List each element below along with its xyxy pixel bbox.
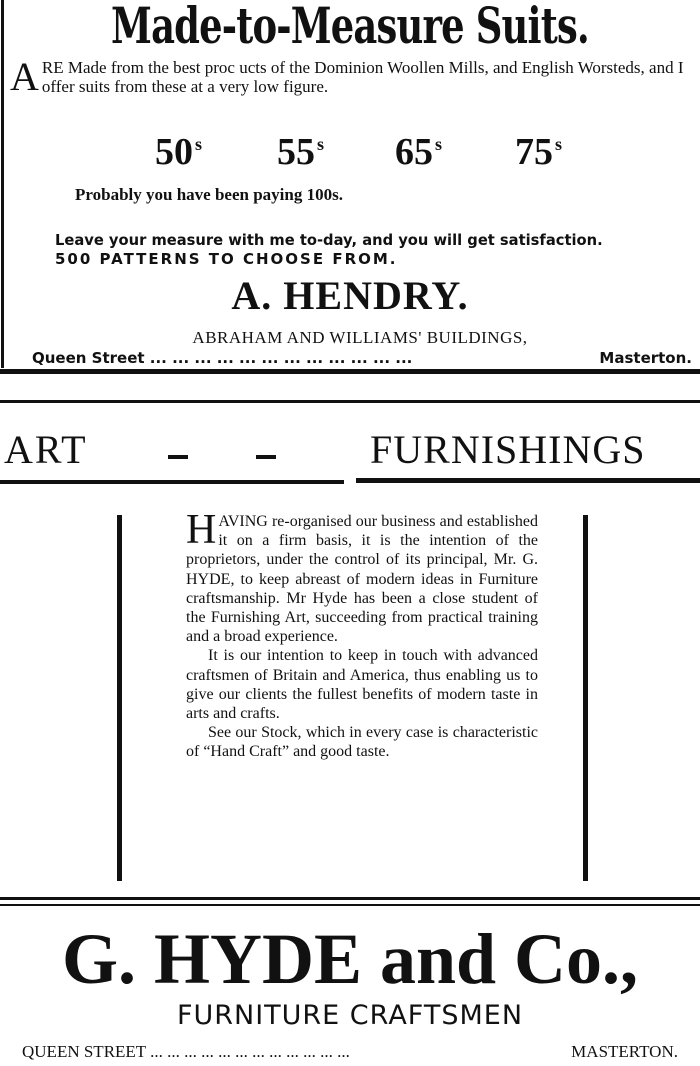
heading-furnishings: FURNISHINGS: [370, 427, 646, 472]
body-paragraph: See our Stock, which in every case is characteristic of “Hand Craft” and good taste.: [186, 724, 538, 761]
body-paragraph: It is our intention to keep in touch with advanced craftsmen of Britain and America, thus enabling us to give our clients the fullest benefits of modern taste in arts and crafts.: [186, 647, 538, 723]
company-name: G. HYDE and Co.,: [61, 919, 639, 999]
patterns-line: 500 PATTERNS TO CHOOSE FROM.: [55, 250, 398, 268]
paying-note: Probably you have been paying 100s.: [75, 185, 343, 204]
price-50: 50 $^s$: [155, 131, 203, 173]
body-paragraph: HAVING re-organised our business and established it on a firm basis, it is the intention of the proprietors, under the control of its principal, Mr. G. HYDE, to keep abreast of modern ideas in Furniture craftsmanship. Mr Hyde has been a close student of the Furnishing Art, succeeding from practical training and a broad experience.: [186, 507, 538, 646]
measure-line: Leave your measure with me to-day, and you will get satisfaction.: [55, 231, 603, 249]
section-divider: [0, 400, 700, 403]
heading-underline-right: [356, 478, 700, 483]
merchant-name: A. HENDRY.: [231, 273, 469, 318]
intro-drop-cap: A: [10, 54, 39, 99]
price-65: 65 $^s$: [395, 131, 443, 173]
building-line: ABRAHAM AND WILLIAMS' BUILDINGS,: [192, 328, 528, 347]
suits-title: Made-to-Measure Suits.: [111, 0, 589, 55]
body-right-border: [583, 515, 588, 881]
heading-art: ART: [4, 427, 88, 472]
intro-paragraph: [10, 54, 698, 99]
street-line: Queen Street ... ... ... ... ... ... ... ... ... ... ... ...: [32, 349, 413, 367]
company-tagline: FURNITURE CRAFTSMEN: [176, 1000, 524, 1031]
footer-town: MASTERTON.: [571, 1042, 678, 1061]
body-left-border: [117, 515, 122, 881]
intro-text: RE Made from the best proc ucts of the Dominion Woollen Mills, and English Worsteds, and I offer suits from these at a very low figure.: [41, 58, 684, 96]
footer-top-rule: [0, 897, 700, 900]
price-75: 75 $^s$: [515, 131, 563, 173]
heading-dash: [256, 455, 276, 459]
heading-underline-left: [0, 480, 344, 484]
footer-top-rule-2: [0, 904, 700, 906]
heading-dash: [168, 455, 188, 459]
furnishing-body: [186, 507, 538, 762]
body-drop-cap: H: [186, 507, 217, 553]
footer-street: QUEEN STREET ... ... ... ... ... ... ... ... ... ... ... ...: [22, 1042, 350, 1061]
town-line: Masterton.: [599, 349, 692, 367]
price-55: 55 $^s$: [277, 131, 325, 173]
ad-bottom-rule: [0, 369, 700, 374]
